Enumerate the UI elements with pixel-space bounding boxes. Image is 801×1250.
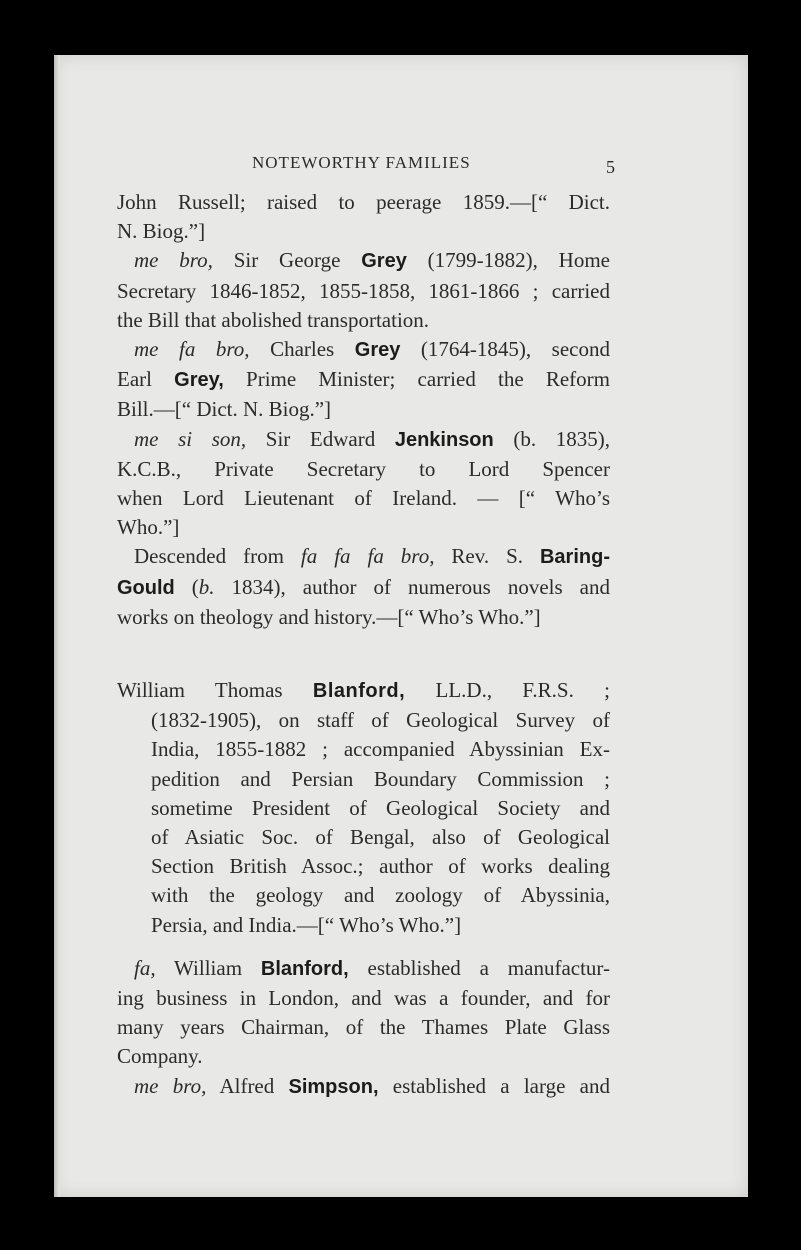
section-gap: [117, 940, 610, 954]
text-line: [117, 246, 610, 276]
entry-blanford-father: [117, 954, 610, 1072]
running-title: NOTEWORTHY FAMILIES: [252, 153, 471, 172]
text-run: (b. 1835),: [493, 426, 610, 451]
text-line: [117, 425, 610, 455]
family-name: Jenkinson: [394, 428, 494, 451]
relation-label: me fa bro,: [134, 337, 250, 362]
relation-label: me si son,: [134, 426, 247, 451]
relation-label: me bro,: [134, 1073, 207, 1098]
text-run: William: [155, 955, 261, 980]
text-line: many years Chairman, of the Thames Plate Glass: [117, 1015, 610, 1040]
text-run: (1764-1845), second: [400, 337, 610, 362]
text-line: works on theology and history.—[“ Who’s Who.”]: [117, 604, 541, 629]
page-binding-edge: [54, 55, 60, 1197]
text-run: William Thomas: [117, 678, 313, 703]
text-run: Descended from: [134, 544, 301, 569]
family-name: Blanford,: [312, 680, 406, 703]
relation-label: fa,: [134, 955, 156, 980]
entry-blanford-william-thomas: [117, 676, 610, 940]
text-line: [117, 542, 610, 572]
text-line: ing business in London, and was a founder, and for: [117, 986, 610, 1011]
text-line: [117, 954, 610, 984]
relation-label: me bro,: [134, 248, 213, 273]
text-line: N. Biog.”]: [117, 219, 206, 244]
text-line: [117, 1072, 610, 1102]
text-line: [117, 365, 610, 395]
text-run: Rev. S.: [434, 544, 540, 569]
text-run: Charles: [249, 337, 355, 362]
text-run: (1799-1882), Home: [406, 248, 610, 273]
entry-grey-charles: [117, 335, 610, 425]
entry-russell: [117, 188, 610, 246]
text-line: K.C.B., Private Secretary to Lord Spencer: [117, 456, 610, 481]
text-line: Company.: [117, 1044, 203, 1069]
text-line: Persia, and India.—[“ Who’s Who.”]: [151, 912, 462, 937]
text-run: Prime Minister; carried the Reform: [223, 367, 611, 392]
text-line: Secretary 1846-1852, 1855-1858, 1861-1866 ; carried: [117, 278, 610, 303]
text-run: (: [174, 574, 199, 599]
text-run: Earl: [117, 367, 175, 392]
family-name: Grey: [354, 339, 401, 362]
born-abbrev: b.: [198, 574, 215, 599]
text-line: Section British Assoc.; author of works dealing: [151, 854, 610, 879]
text-line: (1832-1905), on staff of Geological Survey of: [151, 708, 610, 733]
text-run: established a large and: [378, 1073, 610, 1098]
entry-grey-george: [117, 246, 610, 335]
text-run: Sir George: [212, 248, 362, 273]
entry-jenkinson: [117, 425, 610, 543]
text-line: [117, 573, 610, 603]
text-line: sometime President of Geological Society and: [151, 795, 610, 820]
text-run: 1834), author of numerous novels and: [214, 574, 610, 599]
text-line: [117, 335, 610, 365]
page-number: 5: [606, 157, 615, 177]
family-name: Baring-: [539, 546, 610, 569]
text-run: Alfred: [206, 1073, 289, 1098]
entry-simpson: [117, 1072, 610, 1102]
family-name: Gould: [117, 576, 175, 599]
text-run: Sir Edward: [246, 426, 395, 451]
text-line: India, 1855-1882 ; accompanied Abyssinian Ex-: [151, 737, 610, 762]
text-line: Who.”]: [117, 515, 180, 540]
text-line: the Bill that abolished transportation.: [117, 307, 430, 332]
text-run: LL.D., F.R.S. ;: [405, 678, 611, 703]
family-name: Simpson,: [288, 1075, 379, 1098]
page-body: [117, 188, 610, 1102]
text-line: with the geology and zoology of Abyssinia,: [151, 883, 610, 908]
text-line: pedition and Persian Boundary Commission ;: [151, 766, 610, 791]
family-name: Grey,: [174, 369, 224, 392]
relation-label: fa fa fa bro,: [300, 544, 435, 569]
section-gap: [117, 632, 610, 676]
entry-baring-gould: [117, 542, 610, 632]
text-line: when Lord Lieutenant of Ireland. — [“ Who’s: [117, 486, 610, 511]
book-page: [54, 55, 748, 1197]
family-name: Grey: [361, 250, 407, 273]
text-line: [117, 676, 610, 706]
text-line: John Russell; raised to peerage 1859.—[“ Dict.: [117, 190, 610, 214]
family-name: Blanford,: [260, 957, 349, 980]
text-line: of Asiatic Soc. of Bengal, also of Geological: [151, 825, 610, 850]
text-run: established a manufactur-: [348, 955, 610, 980]
text-line: Bill.—[“ Dict. N. Biog.”]: [117, 397, 332, 422]
running-head: [54, 153, 748, 177]
